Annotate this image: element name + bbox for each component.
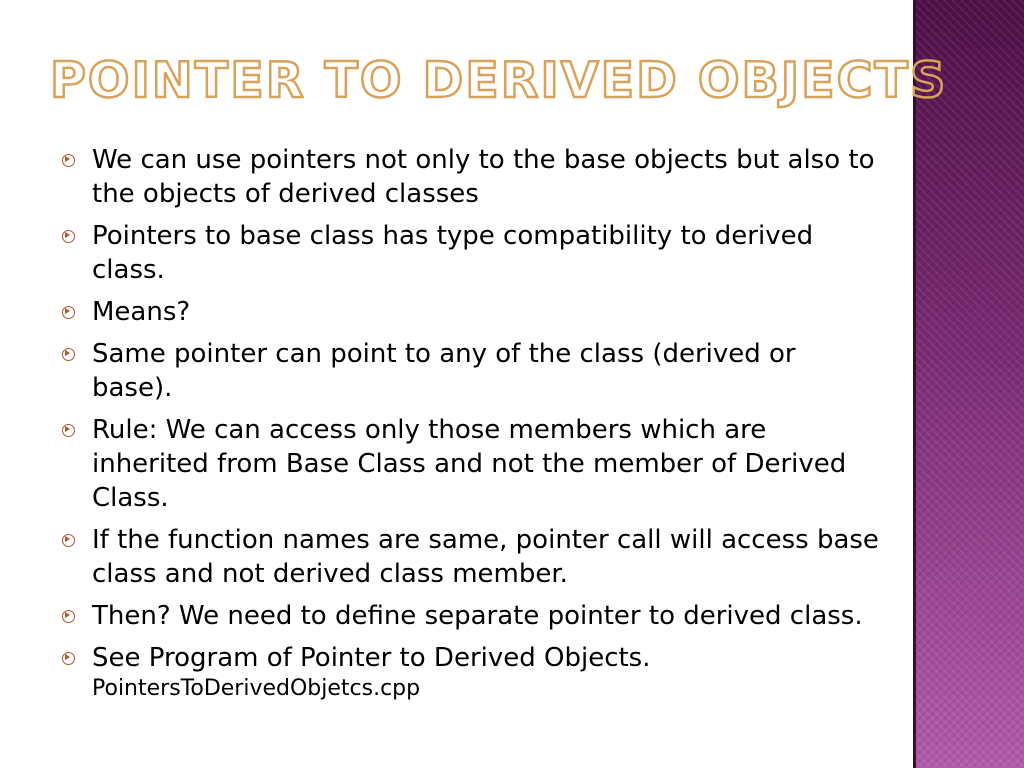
sidebar-divider — [913, 0, 916, 768]
bullet-text: Same pointer can point to any of the class (derived or base). — [92, 339, 796, 403]
bullet-item — [62, 143, 882, 211]
bullet-item — [62, 641, 882, 703]
circled-arrow-icon — [62, 652, 75, 665]
decorative-sidebar — [913, 0, 1024, 768]
bullet-item — [62, 413, 882, 515]
circled-arrow-icon — [62, 534, 75, 547]
circled-arrow-icon — [62, 424, 75, 437]
bullet-text: We can use pointers not only to the base objects but also to the objects of derived classes — [92, 145, 875, 209]
circled-arrow-icon — [62, 610, 75, 623]
bullet-text: Then? We need to define separate pointer to derived class. — [92, 601, 863, 631]
bullet-subtext-filename: PointersToDerivedObjetcs.cpp — [92, 676, 421, 701]
slide-title: POINTER TO DERIVED OBJECTS — [50, 52, 948, 109]
circled-arrow-icon — [62, 230, 75, 243]
circled-arrow-icon — [62, 348, 75, 361]
bullet-item — [62, 523, 882, 591]
bullet-text: Pointers to base class has type compatibility to derived class. — [92, 221, 814, 285]
bullet-text: If the function names are same, pointer call will access base class and not derived class member. — [92, 525, 879, 589]
bullet-item — [62, 295, 882, 329]
circled-arrow-icon — [62, 154, 75, 167]
bullet-list — [62, 143, 882, 711]
bullet-text: See Program of Pointer to Derived Objects. — [92, 643, 651, 673]
bullet-text: Means? — [92, 297, 191, 327]
bullet-item — [62, 599, 882, 633]
bullet-item — [62, 219, 882, 287]
bullet-text: Rule: We can access only those members which are inherited from Base Class and not the member of Derived Class. — [92, 415, 847, 513]
circled-arrow-icon — [62, 306, 75, 319]
bullet-item — [62, 337, 882, 405]
